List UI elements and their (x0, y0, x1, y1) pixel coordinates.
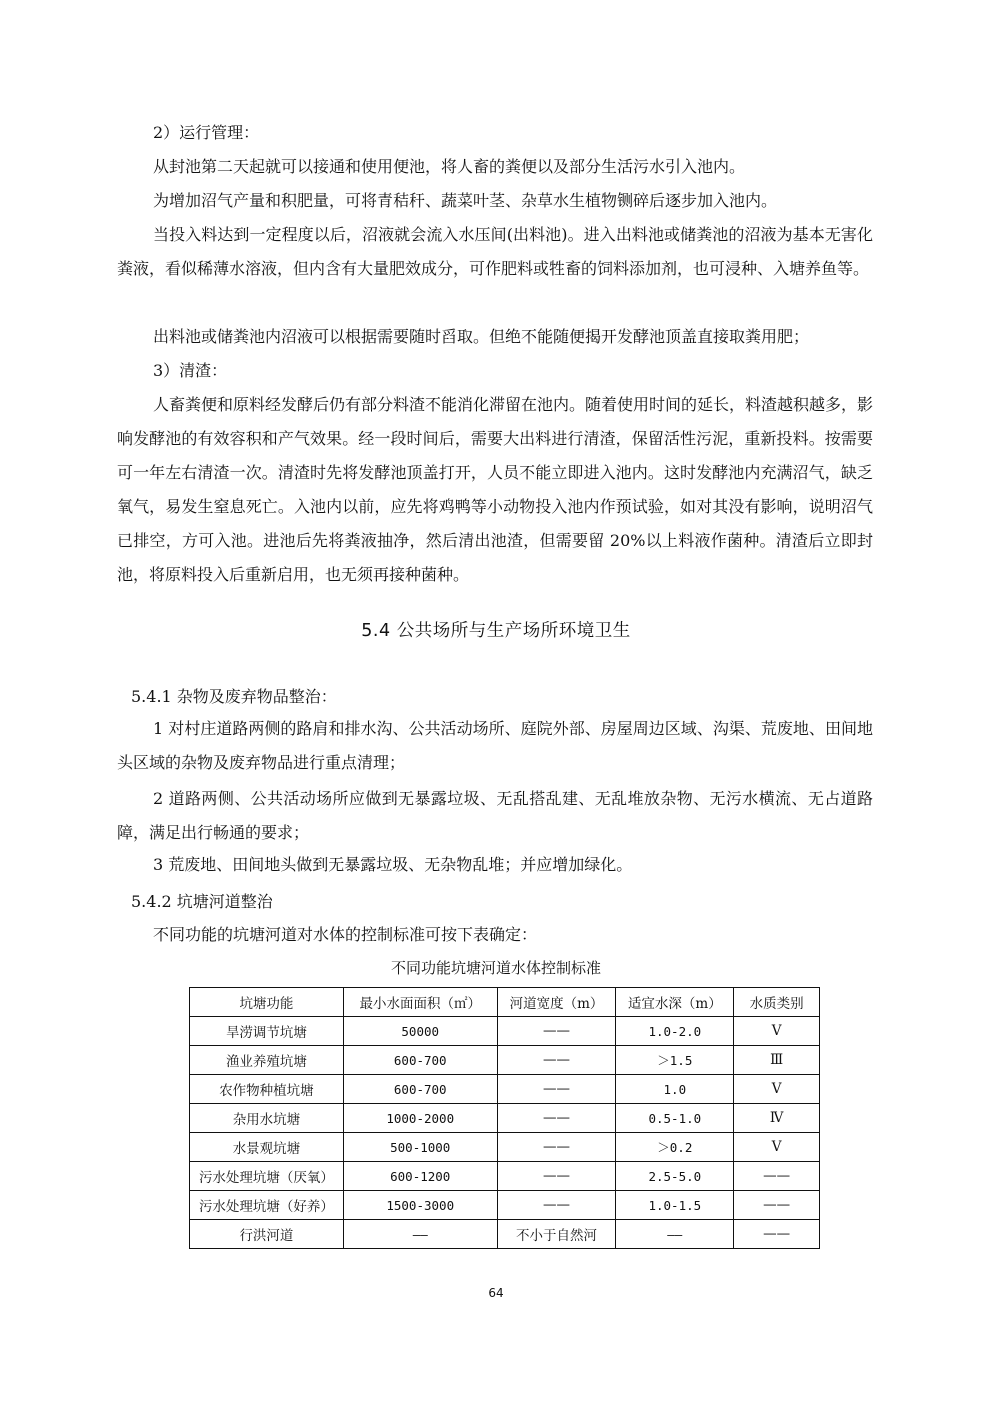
header-water-quality: 水质类别 (734, 988, 820, 1017)
cell-function: 行洪河道 (190, 1220, 344, 1249)
cell-area: 1000-2000 (343, 1104, 497, 1133)
header-min-area: 最小水面面积（㎡） (343, 988, 497, 1017)
water-standard-table (189, 987, 820, 1249)
cell-area: 600-700 (343, 1075, 497, 1104)
cell-function: 污水处理坑塘（厌氧） (190, 1162, 344, 1191)
cell-width: —— (497, 1191, 616, 1220)
cell-function: 污水处理坑塘（好养） (190, 1191, 344, 1220)
cell-width: —— (497, 1133, 616, 1162)
list-item-3: 3 荒废地、田间地头做到无暴露垃圾、无杂物乱堆；并应增加绿化。 (153, 855, 633, 874)
paragraph-add-materials: 为增加沼气产量和积肥量，可将青秸秆、蔬菜叶茎、杂草水生植物铡碎后逐步加入池内。 (153, 191, 778, 210)
paragraph-slurry-collection: 出料池或储粪池内沼液可以根据需要随时舀取。但绝不能随便揭开发酵池顶盖直接取粪用肥； (153, 327, 810, 346)
cell-depth: —— (616, 1220, 734, 1249)
cell-function: 渔业养殖坑塘 (190, 1046, 344, 1075)
page-number: 64 (488, 1286, 504, 1300)
cell-quality: Ⅴ (734, 1133, 820, 1162)
cell-depth: 1.0-1.5 (616, 1191, 734, 1220)
cell-width: —— (497, 1017, 616, 1046)
cell-area: 1500-3000 (343, 1191, 497, 1220)
cell-function: 杂用水坑塘 (190, 1104, 344, 1133)
cell-area: 600-700 (343, 1046, 497, 1075)
table-row (190, 1220, 820, 1249)
table-row (190, 1075, 820, 1104)
header-river-width: 河道宽度（m） (497, 988, 616, 1017)
cell-function: 农作物种植坑塘 (190, 1075, 344, 1104)
cell-width: —— (497, 1046, 616, 1075)
table-intro: 不同功能的坑塘河道对水体的控制标准可按下表确定： (153, 925, 538, 944)
cell-area: 600-1200 (343, 1162, 497, 1191)
table-row (190, 1162, 820, 1191)
paragraph-biogas-slurry: 当投入料达到一定程度以后，沼液就会流入水压间(出料池)。进入出料池或储粪池的沼液为基本无害化粪液，看似稀薄水溶液，但内含有大量肥效成分，可作肥料或牲畜的饲料添加剂，也可浸种、入塘养鱼等。 (117, 225, 873, 278)
section-title: 5.4 公共场所与生产场所环境卫生 (361, 621, 631, 641)
cell-area: 500-1000 (343, 1133, 497, 1162)
cell-area: 50000 (343, 1017, 497, 1046)
table-row (190, 1017, 820, 1046)
cell-area: —— (343, 1220, 497, 1249)
cell-depth: ＞0.2 (616, 1133, 734, 1162)
paragraph-toilet-connection: 从封池第二天起就可以接通和使用便池，将人畜的粪便以及部分生活污水引入池内。 (153, 157, 746, 176)
list-item-2: 2 道路两侧、公共活动场所应做到无暴露垃圾、无乱搭乱建、无乱堆放杂物、无污水横流、无占道路障，满足出行畅通的要求； (117, 789, 873, 842)
table-row (190, 1104, 820, 1133)
table-header-row (190, 988, 820, 1017)
cell-width: 不小于自然河 (497, 1220, 616, 1249)
subsection-debris-title: 5.4.1 杂物及废弃物品整治： (131, 687, 337, 706)
cell-function: 旱涝调节坑塘 (190, 1017, 344, 1046)
cell-quality: —— (734, 1191, 820, 1220)
header-water-depth: 适宜水深（m） (616, 988, 734, 1017)
paragraph-cleaning-heading: 3）清渣： (153, 361, 228, 380)
cell-quality: Ⅴ (734, 1017, 820, 1046)
header-pond-function: 坑塘功能 (190, 988, 344, 1017)
paragraph-operation-heading: 2）运行管理： (153, 123, 260, 142)
cell-depth: 1.0-2.0 (616, 1017, 734, 1046)
list-item-1: 1 对村庄道路两侧的路肩和排水沟、公共活动场所、庭院外部、房屋周边区域、沟渠、荒废地、田间地头区域的杂物及废弃物品进行重点清理； (117, 719, 873, 772)
cell-quality: Ⅲ (734, 1046, 820, 1075)
cell-depth: 1.0 (616, 1075, 734, 1104)
cell-depth: 2.5-5.0 (616, 1162, 734, 1191)
table-row (190, 1133, 820, 1162)
cell-quality: Ⅳ (734, 1104, 820, 1133)
cell-quality: —— (734, 1220, 820, 1249)
cell-depth: 0.5-1.0 (616, 1104, 734, 1133)
cell-function: 水景观坑塘 (190, 1133, 344, 1162)
cell-quality: —— (734, 1162, 820, 1191)
paragraph-cleaning-procedure: 人畜粪便和原料经发酵后仍有部分料渣不能消化滞留在池内。随着使用时间的延长，料渣越积越多，影响发酵池的有效容积和产气效果。经一段时间后，需要大出料进行清渣，保留活性污泥，重新投料。按需要可一年左右清渣一次。清渣时先将发酵池顶盖打开，人员不能立即进入池内。这时发酵池内充满沼气，缺乏氧气，易发生窒息死亡。入池内以前，应先将鸡鸭等小动物投入池内作预试验，如对其没有影响，说明沼气已排空，方可入池。进池后先将粪液抽净，然后清出池渣，但需要留 20%以上料液作菌种。清渣后立即封池，将原料投入后重新启用，也无须再接种菌种。 (117, 395, 874, 584)
table-caption: 不同功能坑塘河道水体控制标准 (390, 959, 601, 977)
subsection-pond-title: 5.4.2 坑塘河道整治 (131, 892, 273, 911)
cell-width: —— (497, 1162, 616, 1191)
cell-width: —— (497, 1075, 616, 1104)
table-row (190, 1191, 820, 1220)
cell-quality: Ⅴ (734, 1075, 820, 1104)
table-row (190, 1046, 820, 1075)
cell-width: —— (497, 1104, 616, 1133)
cell-depth: ＞1.5 (616, 1046, 734, 1075)
